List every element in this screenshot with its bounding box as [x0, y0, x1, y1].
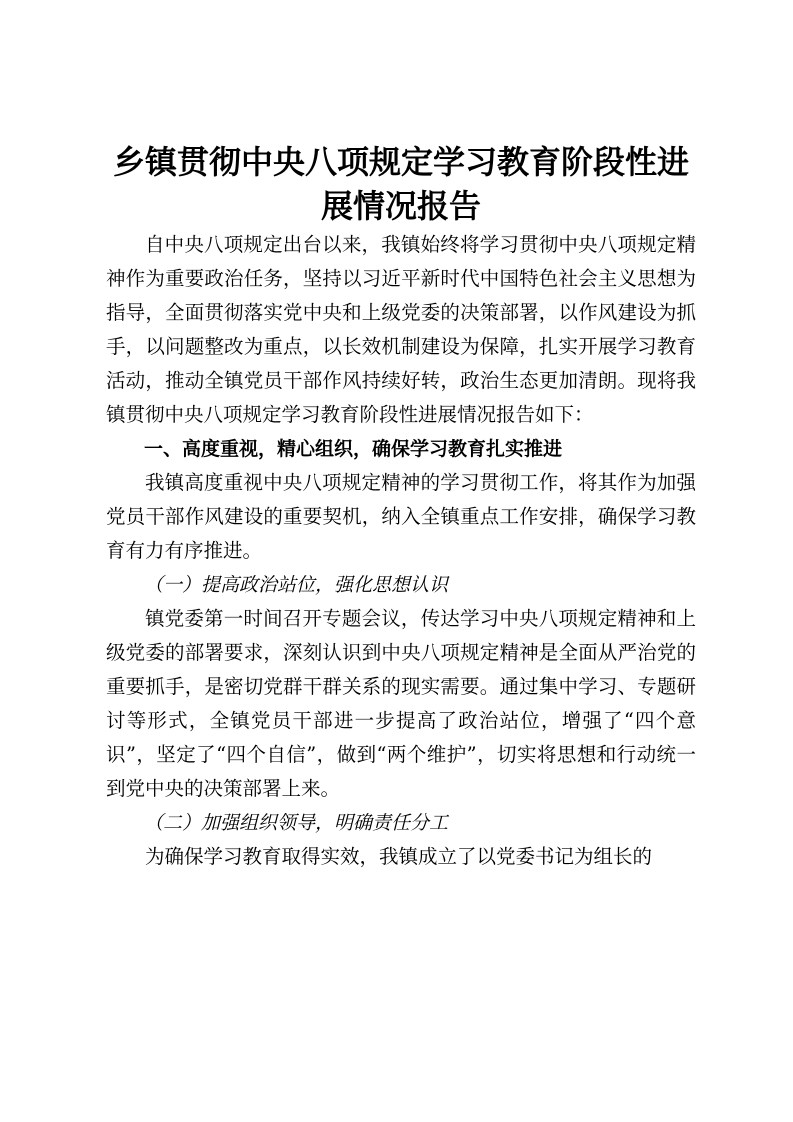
subsection-2-paragraph: 为确保学习教育取得实效，我镇成立了以党委书记为组长的 — [145, 845, 653, 868]
intro-paragraph: 自中央八项规定出台以来，我镇始终将学习贯彻中央八项规定精神作为重要政治任务，坚持以习近平新时代中国特色社会主义思想为指导，全面贯彻落实党中央和上级党委的决策部署，以作风建设为抓手，以问题整改为重点，以长效机制建设为保障，扎实开展学习教育活动，推动全镇党员干部作风持续好转，政治生态更加清朗。现将我镇贯彻中央八项规定学习教育阶段性进展情况报告如下： — [106, 233, 696, 426]
subsection-1-paragraph: 镇党委第一时间召开专题会议，传达学习中央八项规定精神和上级党委的部署要求，深刻认识到中央八项规定精神是全面从严治党的重要抓手，是密切党群干群关系的现实需要。通过集中学习、专题研讨等形式，全镇党员干部进一步提高了政治站位，增强了“四个意识”，坚定了“四个自信”，做到“两个维护”，切实将思想和行动统一到党中央的决策部署上来。 — [106, 607, 696, 800]
document-title: 乡镇贯彻中央八项规定学习教育阶段性进展情况报告 — [112, 143, 689, 225]
section-1-paragraph: 我镇高度重视中央八项规定精神的学习贯彻工作，将其作为加强党员干部作风建设的重要契机，纳入全镇重点工作安排，确保学习教育有力有序推进。 — [106, 471, 696, 562]
subsection-heading-1: （一）提高政治站位，强化思想认识 — [144, 574, 449, 596]
document-body — [106, 140, 696, 874]
subsection-heading-2: （二）加强组织领导，明确责任分工 — [144, 812, 449, 834]
section-heading-1: 一、高度重视，精心组织，确保学习教育扎实推进 — [144, 438, 563, 460]
